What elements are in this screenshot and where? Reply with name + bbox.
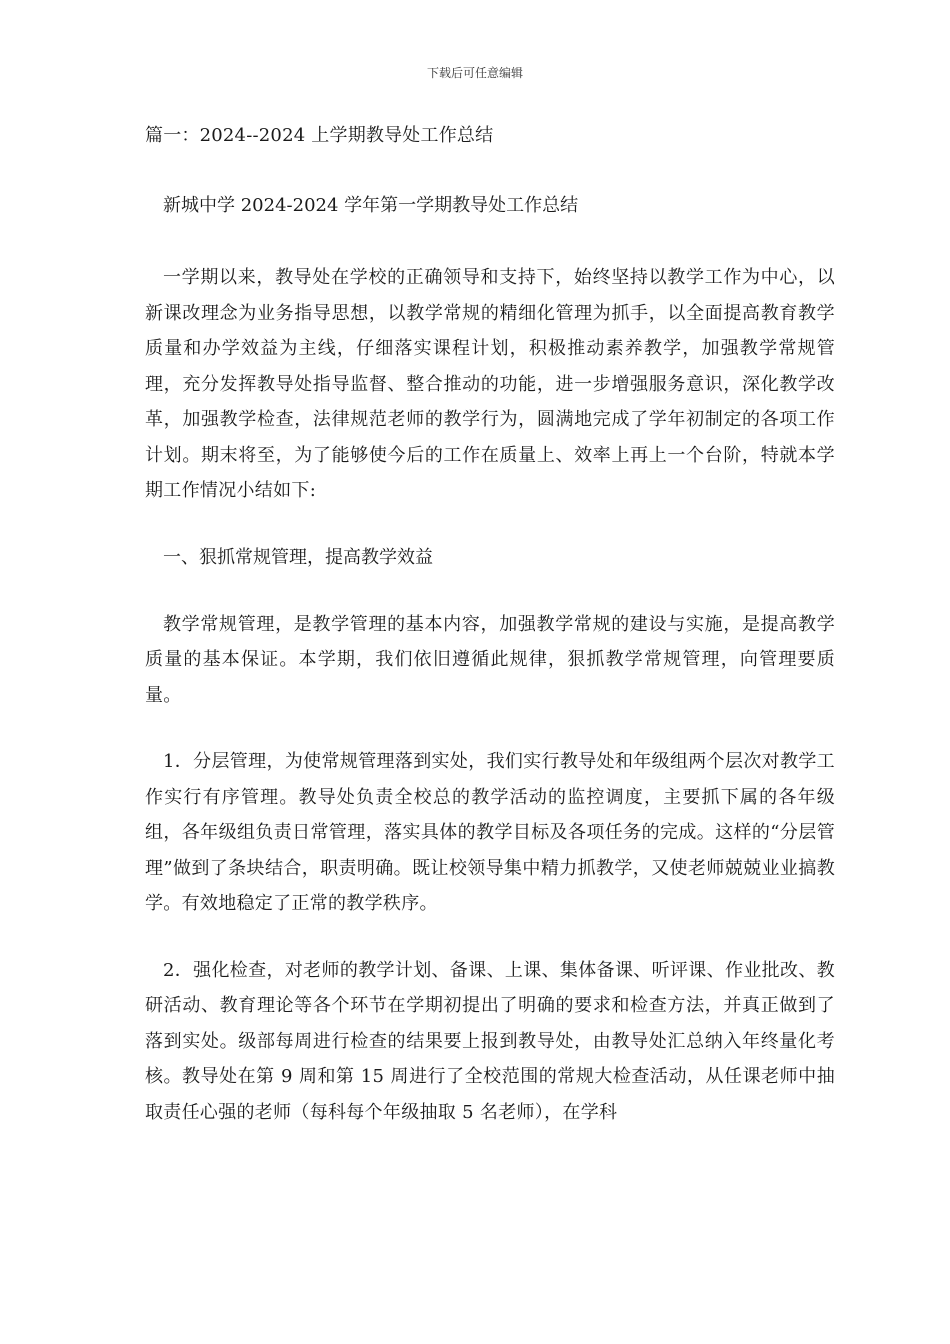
document-body (145, 118, 835, 1161)
item-1-paragraph: 1．分层管理，为使常规管理落到实处，我们实行教导处和年级组两个层次对教学工作实行有序管理。教导处负责全校总的教学活动的监控调度，主要抓下属的各年级组，各年级组负责日常管理，落实具体的教学目标及各项任务的完成。这样的“分层管理”做到了条块结合，职责明确。既让校领导集中精力抓教学，又使老师兢兢业业搞教学。有效地稳定了正常的教学秩序。 (145, 751, 835, 914)
document-title: 篇一：2024--2024 上学期教导处工作总结 (145, 125, 494, 146)
section1-intro-paragraph: 教学常规管理，是教学管理的基本内容，加强教学常规的建设与实施，是提高教学质量的基本保证。本学期，我们依旧遵循此规律，狠抓教学常规管理，向管理要质量。 (145, 613, 835, 706)
header-note: 下载后可任意编辑 (426, 66, 523, 80)
section-heading-1: 一、狠抓常规管理，提高教学效益 (163, 546, 433, 568)
document-subtitle: 新城中学 2024-2024 学年第一学期教导处工作总结 (163, 195, 579, 216)
item-2-paragraph: 2．强化检查，对老师的教学计划、备课、上课、集体备课、听评课、作业批改、教研活动、教育理论等各个环节在学期初提出了明确的要求和检查方法，并真正做到了落到实处。级部每周进行检查的结果要上报到教导处，由教导处汇总纳入年终量化考核。教导处在第 9 周和第 15 周进行了全校范围的常规大检查活动，从任课老师中抽取责任心强的老师（每科每个年级抽取 5 名老师），在学科 (145, 959, 835, 1123)
intro-paragraph: 一学期以来，教导处在学校的正确领导和支持下，始终坚持以教学工作为中心，以新课改理念为业务指导思想，以教学常规的精细化管理为抓手，以全面提高教育教学质量和办学效益为主线，仔细落实课程计划，积极推动素养教学，加强教学常规管理，充分发挥教导处指导监督、整合推动的功能，进一步增强服务意识，深化教学改革，加强教学检查，法律规范老师的教学行为，圆满地完成了学年初制定的各项工作计划。期末将至，为了能够使今后的工作在质量上、效率上再上一个台阶，特就本学期工作情况小结如下: (145, 267, 835, 501)
